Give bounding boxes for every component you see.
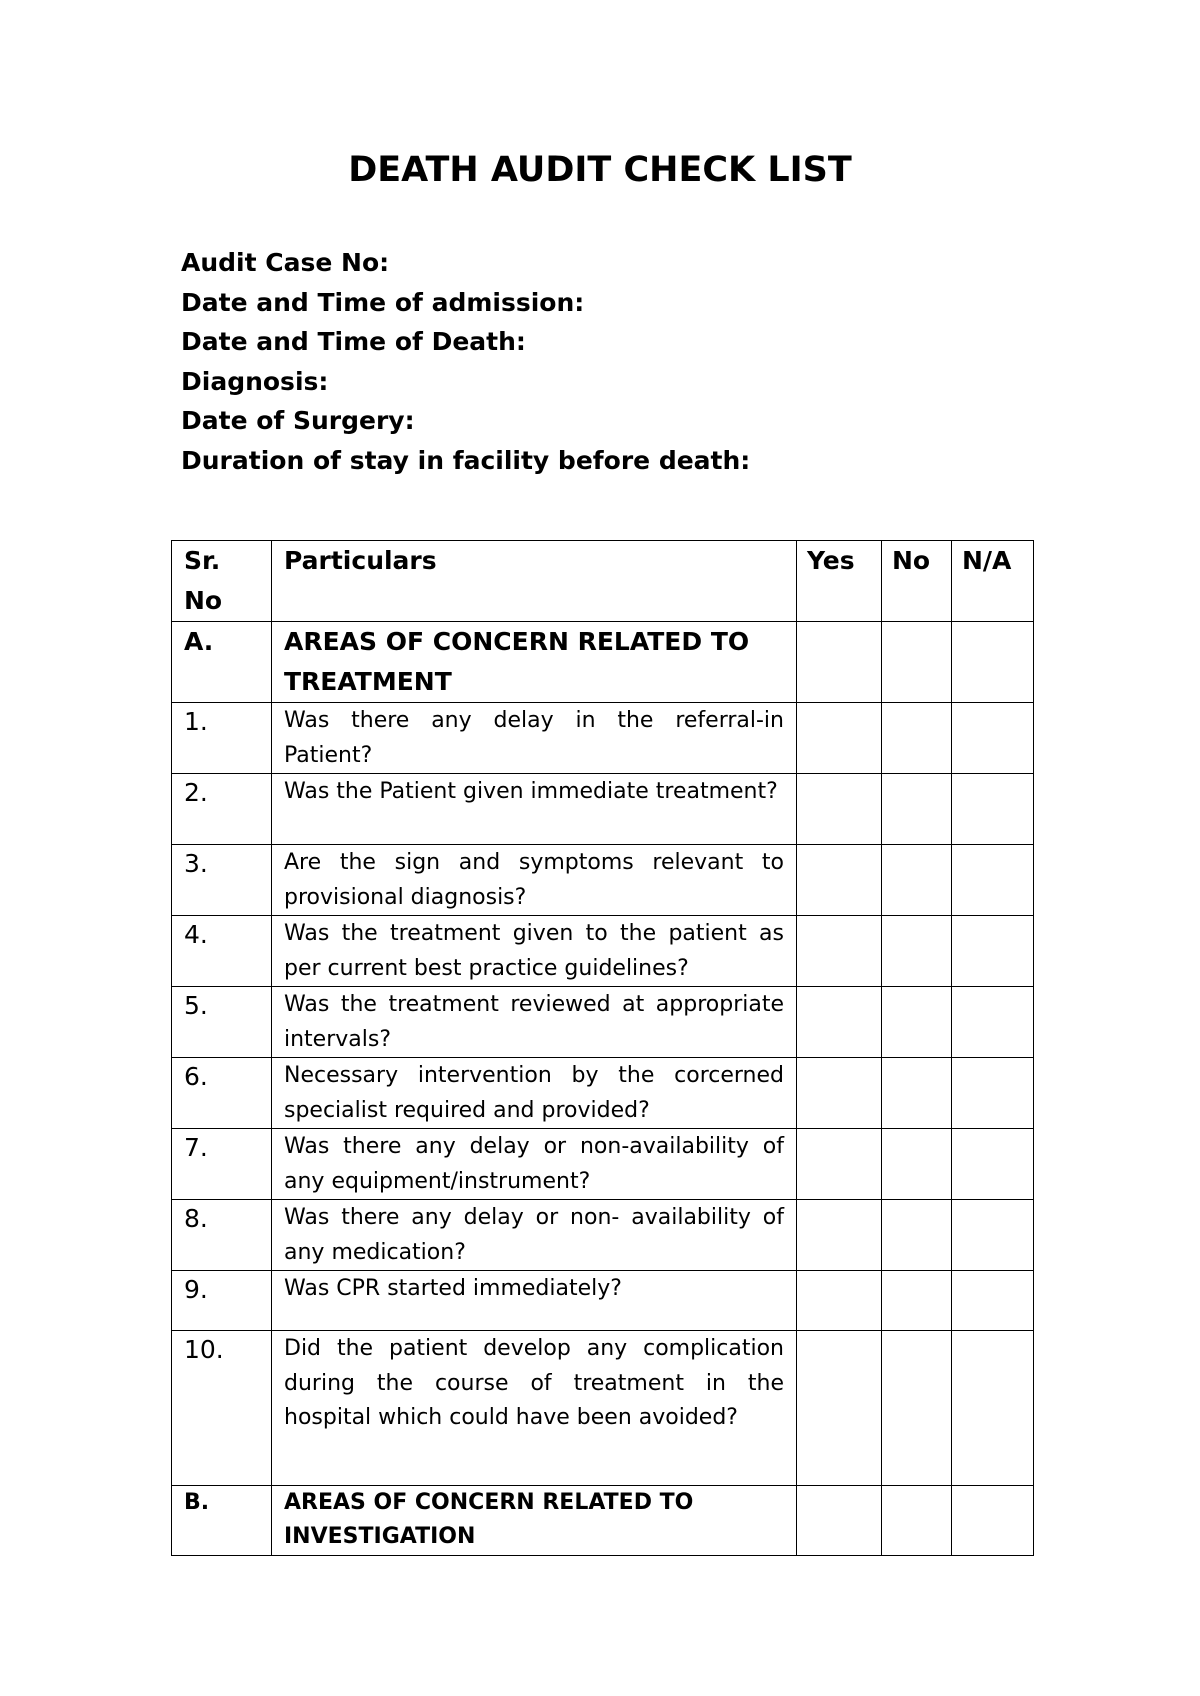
duration-of-stay-label: Duration of stay in facility before death: bbox=[181, 445, 751, 475]
yes-cell[interactable] bbox=[797, 845, 882, 916]
item-number: 2. bbox=[172, 774, 272, 845]
death-datetime-label: Date and Time of Death: bbox=[181, 327, 526, 357]
table-row bbox=[172, 1331, 1034, 1486]
yes-cell[interactable] bbox=[797, 1058, 882, 1129]
item-question: Are the sign and symptoms relevant to provisional diagnosis? bbox=[272, 845, 797, 916]
header-no: No bbox=[882, 541, 952, 622]
item-question: Was there any delay or non- availability of any medication? bbox=[272, 1200, 797, 1271]
table-row bbox=[172, 1271, 1034, 1331]
header-particulars: Particulars bbox=[272, 541, 797, 622]
item-number: 5. bbox=[172, 987, 272, 1058]
item-number: 4. bbox=[172, 916, 272, 987]
table-row bbox=[172, 845, 1034, 916]
no-cell[interactable] bbox=[882, 1200, 952, 1271]
header-yes: Yes bbox=[797, 541, 882, 622]
yes-cell[interactable] bbox=[797, 774, 882, 845]
table-row bbox=[172, 987, 1034, 1058]
no-cell[interactable] bbox=[882, 1129, 952, 1200]
no-cell[interactable] bbox=[882, 622, 952, 703]
section-a-title: AREAS OF CONCERN RELATED TO TREATMENT bbox=[272, 622, 797, 703]
item-number: 10. bbox=[172, 1331, 272, 1486]
na-cell[interactable] bbox=[952, 622, 1034, 703]
section-a-label: A. bbox=[172, 622, 272, 703]
yes-cell[interactable] bbox=[797, 1271, 882, 1331]
section-b-label: B. bbox=[172, 1486, 272, 1556]
item-number: 8. bbox=[172, 1200, 272, 1271]
na-cell[interactable] bbox=[952, 703, 1034, 774]
header-sr-no bbox=[172, 541, 272, 622]
no-cell[interactable] bbox=[882, 916, 952, 987]
item-number: 7. bbox=[172, 1129, 272, 1200]
na-cell[interactable] bbox=[952, 774, 1034, 845]
yes-cell[interactable] bbox=[797, 1129, 882, 1200]
item-question: Was the treatment reviewed at appropriate intervals? bbox=[272, 987, 797, 1058]
header-na: N/A bbox=[952, 541, 1034, 622]
na-cell[interactable] bbox=[952, 1486, 1034, 1556]
item-question: Was the treatment given to the patient as per current best practice guidelines? bbox=[272, 916, 797, 987]
yes-cell[interactable] bbox=[797, 916, 882, 987]
no-cell[interactable] bbox=[882, 1271, 952, 1331]
na-cell[interactable] bbox=[952, 845, 1034, 916]
table-row bbox=[172, 774, 1034, 845]
na-cell[interactable] bbox=[952, 1271, 1034, 1331]
na-cell[interactable] bbox=[952, 1200, 1034, 1271]
item-number: 1. bbox=[172, 703, 272, 774]
item-question: Was CPR started immediately? bbox=[272, 1271, 797, 1331]
section-b-row bbox=[172, 1486, 1034, 1556]
no-cell[interactable] bbox=[882, 987, 952, 1058]
item-number: 6. bbox=[172, 1058, 272, 1129]
table-row bbox=[172, 703, 1034, 774]
item-question: Was the Patient given immediate treatment? bbox=[272, 774, 797, 845]
admission-datetime-label: Date and Time of admission: bbox=[181, 287, 585, 317]
yes-cell[interactable] bbox=[797, 703, 882, 774]
item-question: Did the patient develop any complication during the course of treatment in the hospital which could have been avoided? bbox=[272, 1331, 797, 1486]
item-number: 9. bbox=[172, 1271, 272, 1331]
yes-cell[interactable] bbox=[797, 1200, 882, 1271]
table-row bbox=[172, 1058, 1034, 1129]
no-cell[interactable] bbox=[882, 1486, 952, 1556]
no-cell[interactable] bbox=[882, 703, 952, 774]
header-sr-no-line1: Sr. bbox=[184, 546, 221, 575]
yes-cell[interactable] bbox=[797, 1486, 882, 1556]
yes-cell[interactable] bbox=[797, 1331, 882, 1486]
na-cell[interactable] bbox=[952, 1331, 1034, 1486]
section-b-title: AREAS OF CONCERN RELATED TO INVESTIGATION bbox=[272, 1486, 797, 1556]
table-row bbox=[172, 916, 1034, 987]
no-cell[interactable] bbox=[882, 1058, 952, 1129]
table-header-row bbox=[172, 541, 1034, 622]
header-sr-no-line2: No bbox=[184, 586, 223, 615]
document-title: DEATH AUDIT CHECK LIST bbox=[348, 150, 852, 190]
section-a-row bbox=[172, 622, 1034, 703]
yes-cell[interactable] bbox=[797, 987, 882, 1058]
no-cell[interactable] bbox=[882, 774, 952, 845]
surgery-date-label: Date of Surgery: bbox=[181, 406, 415, 436]
item-question: Was there any delay or non-availability of any equipment/instrument? bbox=[272, 1129, 797, 1200]
audit-case-no-label: Audit Case No: bbox=[181, 248, 390, 277]
table-row bbox=[172, 1200, 1034, 1271]
item-question: Necessary intervention by the corcerned specialist required and provided? bbox=[272, 1058, 797, 1129]
no-cell[interactable] bbox=[882, 1331, 952, 1486]
yes-cell[interactable] bbox=[797, 622, 882, 703]
case-details bbox=[181, 243, 750, 481]
na-cell[interactable] bbox=[952, 916, 1034, 987]
checklist-table bbox=[171, 540, 1034, 1556]
na-cell[interactable] bbox=[952, 1129, 1034, 1200]
item-number: 3. bbox=[172, 845, 272, 916]
na-cell[interactable] bbox=[952, 1058, 1034, 1129]
item-question: Was there any delay in the referral-in Patient? bbox=[272, 703, 797, 774]
diagnosis-label: Diagnosis: bbox=[181, 366, 329, 396]
na-cell[interactable] bbox=[952, 987, 1034, 1058]
no-cell[interactable] bbox=[882, 845, 952, 916]
table-row bbox=[172, 1129, 1034, 1200]
